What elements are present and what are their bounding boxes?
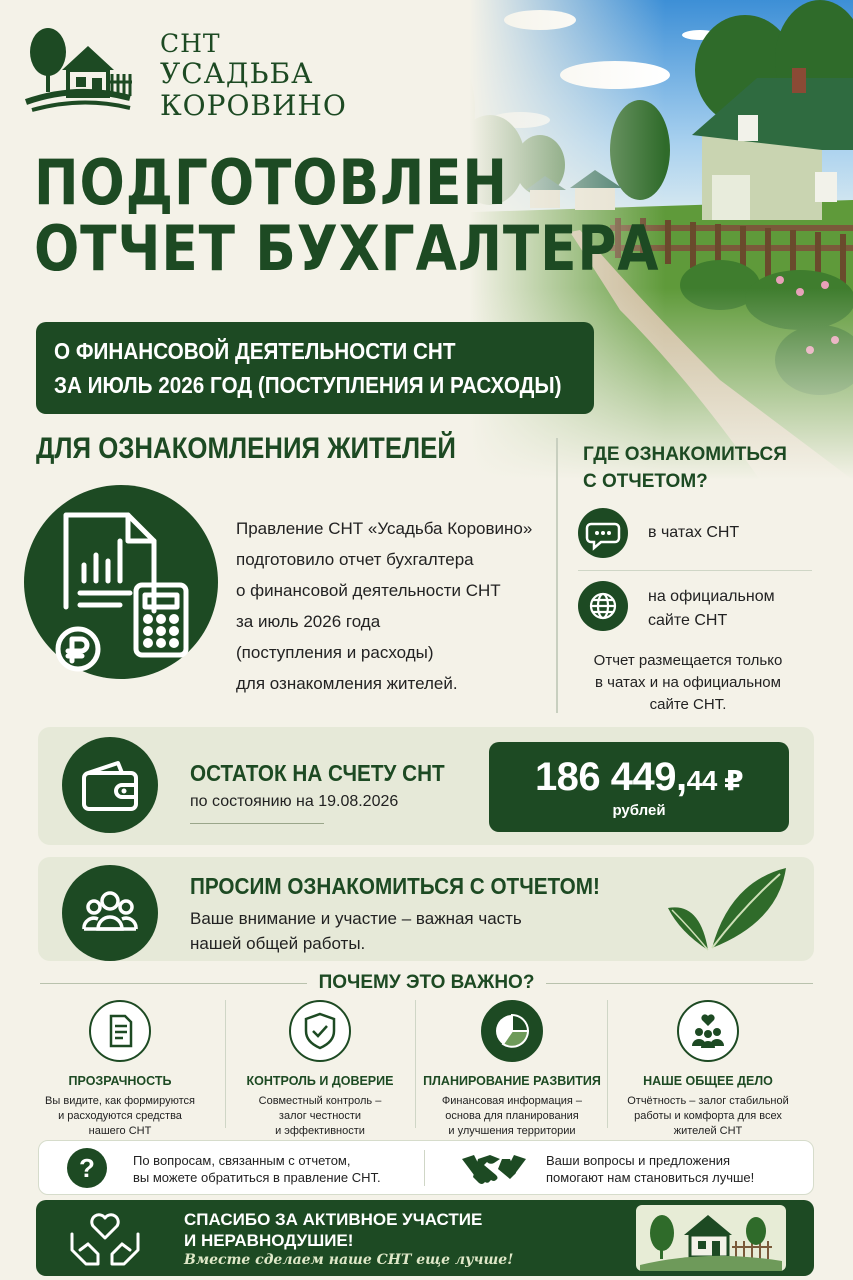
subheadline-line-2: ЗА ИЮЛЬ 2026 ГОД (ПОСТУПЛЕНИЯ И РАСХОДЫ) <box>54 372 562 398</box>
why-item-title: НАШЕ ОБЩЕЕ ДЕЛО <box>643 1074 773 1088</box>
why-desc-line: залог честности <box>278 1110 362 1122</box>
why-desc-line: нашего СНТ <box>88 1125 152 1137</box>
people-icon <box>62 865 158 961</box>
why-desc-line: жителей СНТ <box>673 1125 743 1137</box>
footer-line-2: И НЕРАВНОДУШИЕ! <box>184 1231 354 1250</box>
leaves-icon <box>660 862 790 954</box>
headline <box>34 146 660 285</box>
balance-unit: рублей <box>612 802 666 819</box>
questions-divider <box>424 1150 425 1186</box>
why-desc-line: и улучшения территории <box>448 1125 576 1137</box>
globe-icon <box>578 581 628 631</box>
intro-line: за июль 2026 года <box>236 612 381 631</box>
why-item-control <box>225 1000 415 1139</box>
why-item-desc <box>417 1094 607 1139</box>
where-note <box>578 650 798 716</box>
intro-text <box>236 513 536 699</box>
questions-feedback-text <box>546 1152 754 1186</box>
why-item-desc <box>225 1094 415 1139</box>
where-site-line-2: сайте СНТ <box>648 612 728 629</box>
why-desc-line: Вы видите, как формируются <box>45 1095 195 1107</box>
why-desc-line: Финансовая информация – <box>441 1095 583 1107</box>
headline-line-1: ПОДГОТОВЛЕН <box>34 146 508 219</box>
shield-check-icon <box>289 1000 351 1062</box>
why-desc-line: Отчётность – залог стабильной <box>627 1095 789 1107</box>
questions-left-line-1: По вопросам, связанным с отчетом, <box>133 1153 351 1168</box>
where-chats-item[interactable] <box>578 508 818 560</box>
intro-line: о финансовой деятельности СНТ <box>236 581 501 600</box>
request-line-2: нашей общей работы. <box>190 934 366 953</box>
why-desc-line: Совместный контроль – <box>258 1095 382 1107</box>
why-item-desc <box>613 1094 803 1139</box>
vertical-divider <box>556 438 558 713</box>
balance-title: ОСТАТОК НА СЧЕТУ СНТ <box>190 760 445 786</box>
footer-slogan: Вместе сделаем наше СНТ еще лучше! <box>184 1252 514 1268</box>
heart-hands-icon <box>66 1204 144 1274</box>
subheadline-line-1: О ФИНАНСОВОЙ ДЕЯТЕЛЬНОСТИ СНТ <box>54 338 456 364</box>
logo-line-1: СНТ <box>160 29 221 58</box>
where-title-line-2: С ОТЧЕТОМ? <box>583 471 708 492</box>
intro-line: Правление СНТ «Усадьба Коровино» <box>236 519 533 538</box>
questions-right-line-1: Ваши вопросы и предложения <box>546 1153 731 1168</box>
report-icon-circle <box>24 485 218 679</box>
chat-bubble-icon <box>578 508 628 558</box>
where-note-line-2: в чатах и на официальном <box>595 674 781 691</box>
where-site-item[interactable] <box>578 581 818 633</box>
questions-right-line-2: помогают нам становиться лучше! <box>546 1170 755 1185</box>
why-item-common-cause <box>613 1000 803 1139</box>
balance-date: по состоянию на 19.08.2026 <box>190 793 399 810</box>
why-desc-line: и эффективности <box>275 1125 365 1137</box>
headline-line-2: ОТЧЕТ БУХГАЛТЕРА <box>34 212 660 285</box>
request-line-1: Ваше внимание и участие – важная часть <box>190 909 522 928</box>
balance-amount-main: 186 449, <box>534 755 687 799</box>
questions-left-line-2: вы можете обратиться в правление СНТ. <box>133 1170 381 1185</box>
why-item-title: ПЛАНИРОВАНИЕ РАЗВИТИЯ <box>423 1074 601 1088</box>
footer-line-1: СПАСИБО ЗА АКТИВНОЕ УЧАСТИЕ <box>184 1210 483 1229</box>
document-check-icon <box>89 1000 151 1062</box>
people-icon-circle <box>62 865 158 961</box>
community-heart-icon <box>677 1000 739 1062</box>
balance-amount <box>489 742 789 800</box>
why-item-title: КОНТРОЛЬ И ДОВЕРИЕ <box>246 1074 394 1088</box>
footer-title <box>184 1209 482 1251</box>
balance-amount-cents: 44 ₽ <box>686 765 744 796</box>
where-title <box>583 441 787 495</box>
why-title <box>0 972 853 994</box>
why-item-title: ПРОЗРАЧНОСТЬ <box>68 1074 172 1088</box>
subheadline-box <box>36 322 594 414</box>
pie-chart-icon <box>481 1000 543 1062</box>
wallet-icon-circle <box>62 737 158 833</box>
why-item-planning <box>417 1000 607 1139</box>
why-desc-line: работы и комфорта для всех <box>634 1110 782 1122</box>
report-document-icon <box>24 485 218 679</box>
balance-underline <box>190 823 324 824</box>
intro-line: для ознакомления жителей. <box>236 674 458 693</box>
why-desc-line: и расходуются средства <box>58 1110 182 1122</box>
where-title-line-1: ГДЕ ОЗНАКОМИТЬСЯ <box>583 444 787 465</box>
logo-line-3: КОРОВИНО <box>160 89 347 122</box>
handshake-icon <box>462 1147 526 1189</box>
farm-house-icon <box>636 1205 786 1271</box>
intro-line: (поступления и расходы) <box>236 643 434 662</box>
why-item-transparency <box>25 1000 215 1139</box>
where-note-line-1: Отчет размещается только <box>593 652 783 669</box>
questions-contact-text <box>133 1152 381 1186</box>
intro-line: подготовило отчет бухгалтера <box>236 550 474 569</box>
request-title: ПРОСИМ ОЗНАКОМИТЬСЯ С ОТЧЕТОМ! <box>190 873 600 899</box>
question-icon: ? <box>67 1148 107 1188</box>
why-title-text: ПОЧЕМУ ЭТО ВАЖНО? <box>307 972 547 993</box>
why-separator <box>415 1000 416 1128</box>
balance-amount-box <box>489 742 789 832</box>
where-separator <box>578 570 812 571</box>
where-chats-label: в чатах СНТ <box>648 524 740 541</box>
request-text <box>190 906 522 956</box>
logo-house-icon <box>22 22 132 112</box>
logo-text <box>160 30 347 122</box>
wallet-icon <box>62 737 158 833</box>
logo-line-2: УСАДЬБА <box>160 57 314 90</box>
why-separator <box>607 1000 608 1128</box>
why-item-desc <box>25 1094 215 1139</box>
for-residents-heading: ДЛЯ ОЗНАКОМЛЕНИЯ ЖИТЕЛЕЙ <box>36 432 456 465</box>
why-desc-line: основа для планирования <box>445 1110 579 1122</box>
where-note-line-3: сайте СНТ. <box>649 696 727 713</box>
where-site-label <box>648 585 775 633</box>
where-site-line-1: на официальном <box>648 588 775 605</box>
